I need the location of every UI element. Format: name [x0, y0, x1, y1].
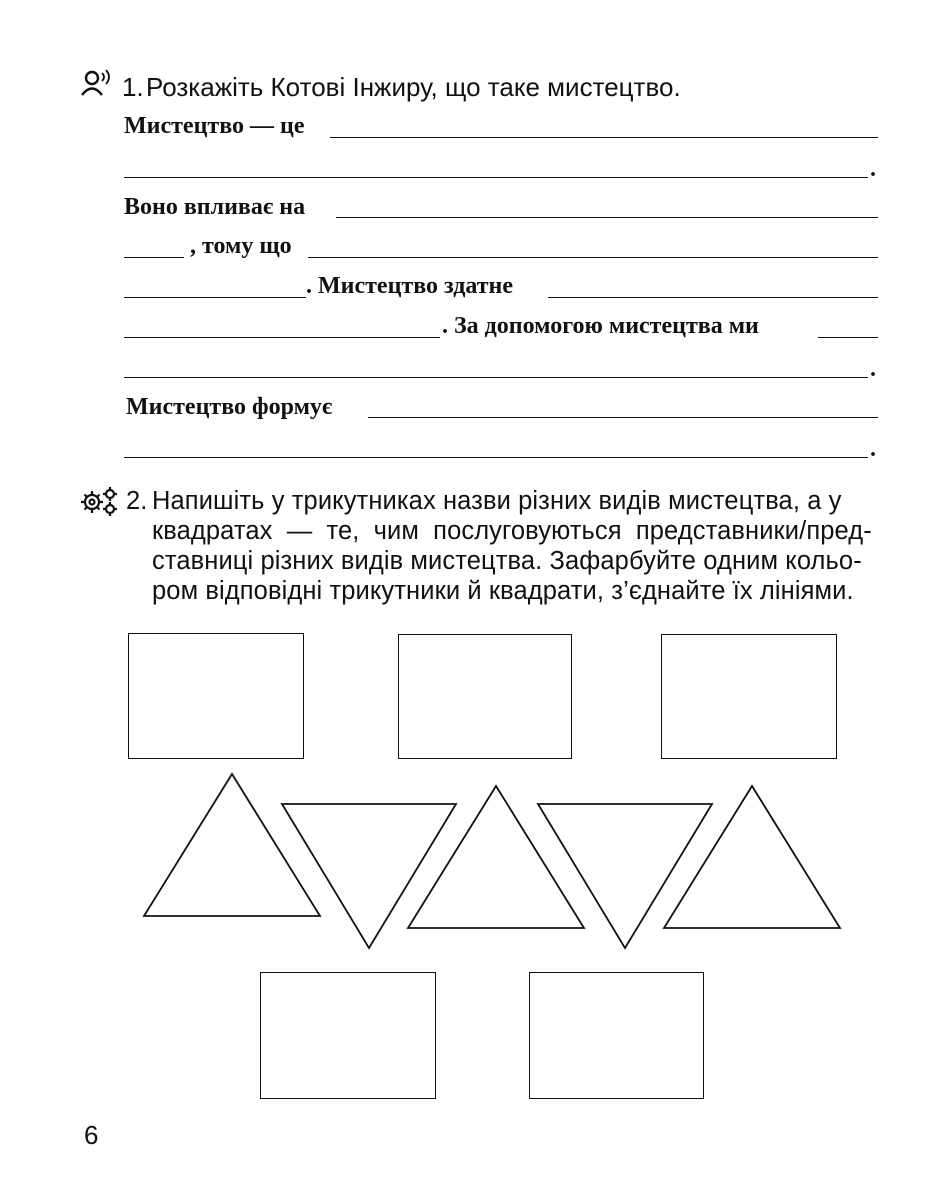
- square-box[interactable]: [398, 634, 572, 759]
- period: .: [870, 156, 876, 182]
- prompt-because: , тому що: [190, 233, 292, 259]
- period: .: [870, 436, 876, 462]
- task-2-line-2: квадратах — те, чим послуговуються представники/пред-: [152, 517, 872, 545]
- task-2-line-1: Напишіть у трикутниках назви різних видів мистецтва, а у: [152, 487, 842, 515]
- answer-line[interactable]: [336, 217, 878, 218]
- prompt-with-help-of-art: . За допомогою мистецтва ми: [442, 313, 759, 339]
- answer-line[interactable]: [124, 297, 306, 298]
- prompt-it-influences: Воно впливає на: [124, 194, 306, 220]
- answer-line[interactable]: [818, 337, 878, 338]
- triangle-up[interactable]: [660, 782, 844, 932]
- answer-line[interactable]: [548, 297, 878, 298]
- prompt-art-is: Мистецтво — це: [124, 113, 305, 139]
- task-2-line-3: ставниці різних видів мистецтва. Зафарбуйте одним кольо-: [152, 547, 862, 575]
- prompt-art-capable: . Мистецтво здатне: [306, 273, 513, 299]
- task-2-line-4: ром відповідні трикутники й квадрати, з’єднайте їх лініями.: [152, 577, 854, 605]
- answer-line[interactable]: [124, 377, 868, 378]
- task-1-number: 1.: [122, 72, 144, 102]
- square-box[interactable]: [128, 633, 304, 759]
- answer-line[interactable]: [330, 137, 878, 138]
- task-2-number: 2.: [126, 487, 148, 515]
- answer-line[interactable]: [308, 257, 878, 258]
- square-box[interactable]: [661, 634, 837, 759]
- square-box[interactable]: [260, 972, 436, 1099]
- task-1-title: Розкажіть Котові Інжиру, що таке мистецтво.: [146, 72, 681, 102]
- square-box[interactable]: [529, 972, 704, 1099]
- page-number: 6: [84, 1120, 99, 1150]
- answer-line[interactable]: [124, 177, 868, 178]
- answer-line[interactable]: [124, 457, 868, 458]
- prompt-art-forms: Мистецтво формує: [126, 394, 333, 420]
- answer-line[interactable]: [124, 257, 184, 258]
- period: .: [870, 356, 876, 382]
- answer-line[interactable]: [124, 337, 440, 338]
- gears-icon: [80, 486, 120, 516]
- answer-line[interactable]: [368, 417, 878, 418]
- listen-speak-icon: [80, 68, 120, 98]
